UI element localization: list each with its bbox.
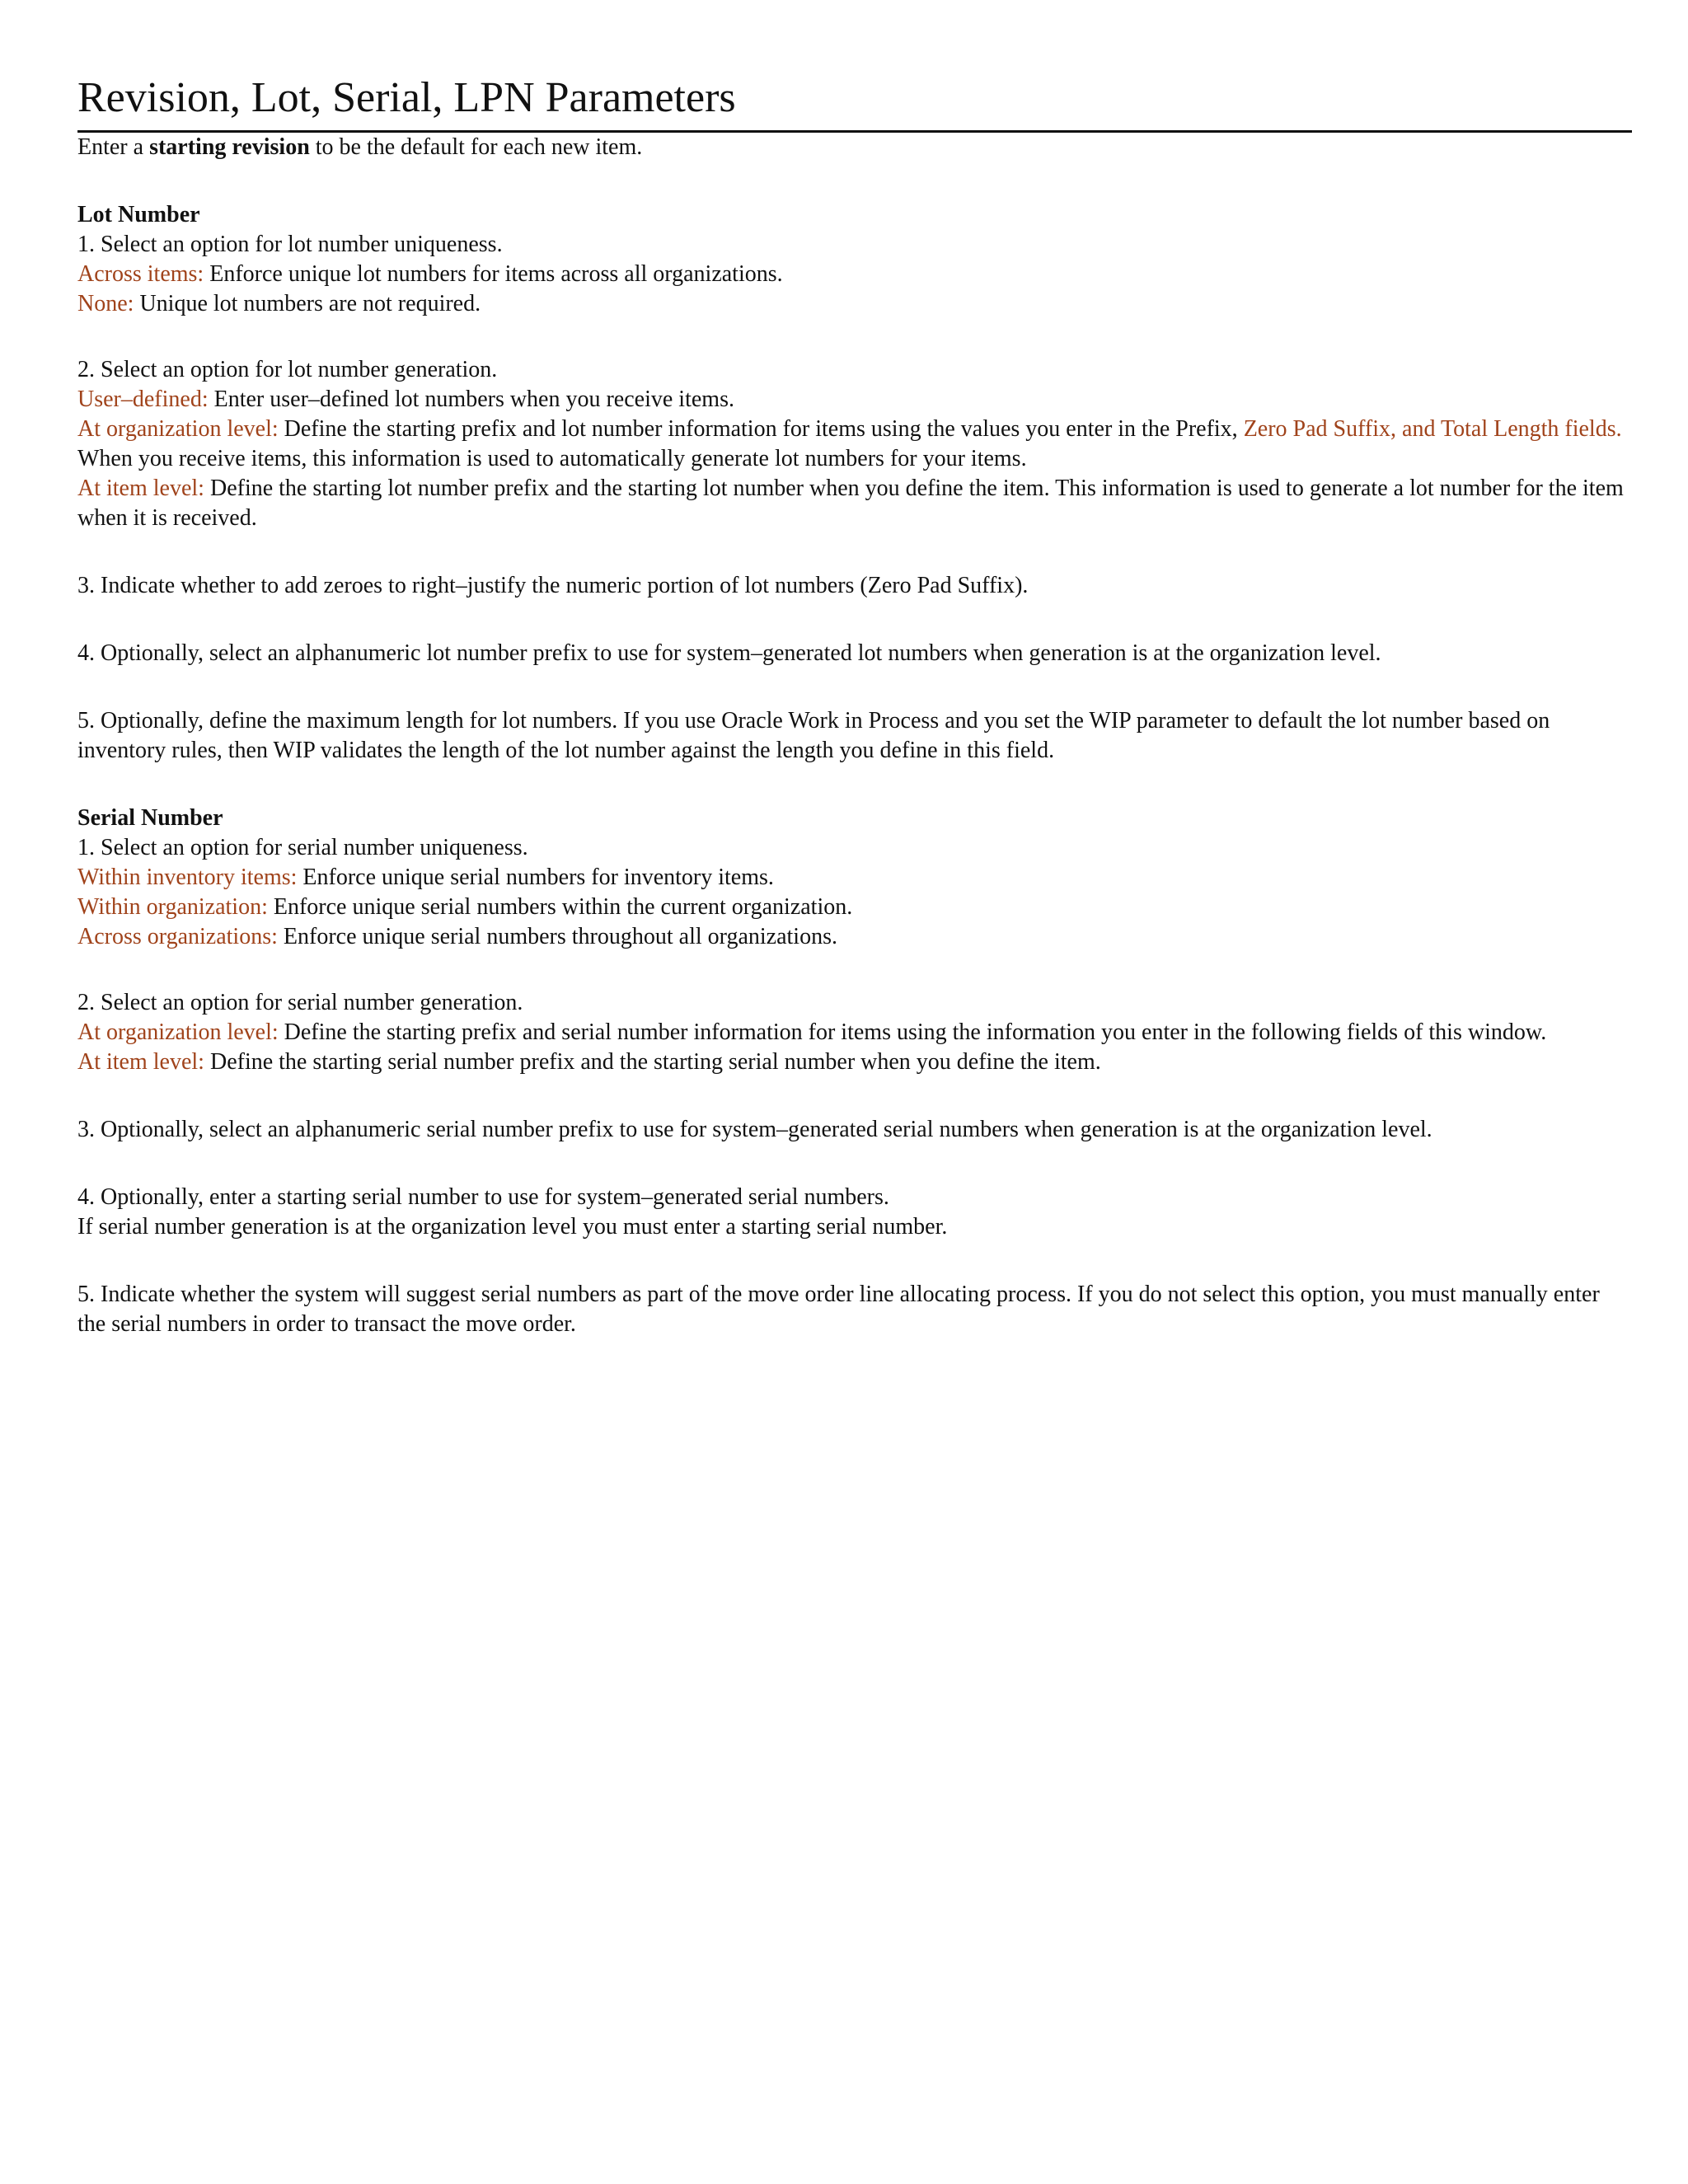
lot-number-heading: Lot Number <box>77 202 200 227</box>
option-term: At item level: <box>77 1049 204 1075</box>
lot-generation-step: 2. Select an option for lot number generation. <box>77 357 498 382</box>
option-term: At organization level: <box>77 416 279 442</box>
intro-paragraph <box>77 133 1632 162</box>
document-page <box>77 68 1632 1339</box>
option-description: Define the starting prefix and lot number information for items using the values you enter in the Prefix, <box>278 416 1244 442</box>
serial-option-inventory-items <box>77 863 1632 893</box>
lot-option-user-defined <box>77 385 1632 415</box>
option-description: Enforce unique serial numbers within the current organization. <box>267 894 853 920</box>
serial-uniqueness-step: 1. Select an option for serial number uniqueness. <box>77 835 528 860</box>
option-description: Enter user–defined lot numbers when you receive items. <box>208 387 734 412</box>
page-title: Revision, Lot, Serial, LPN Parameters <box>77 68 1632 133</box>
lot-option-item-level <box>77 474 1632 533</box>
option-description: Enforce unique serial numbers throughout all organizations. <box>277 924 837 949</box>
option-description: Define the starting lot number prefix and the starting lot number when you define the item. This information is used to generate a lot number for the item when it is received. <box>77 476 1624 531</box>
serial-step-3: 3. Optionally, select an alphanumeric serial number prefix to use for system–generated serial numbers when generation is at the organization level. <box>77 1117 1432 1142</box>
serial-generation-step: 2. Select an option for serial number generation. <box>77 990 523 1015</box>
serial-step-4-note: If serial number generation is at the organization level you must enter a starting serial number. <box>77 1214 948 1240</box>
option-term: None: <box>77 291 134 316</box>
option-description: Define the starting serial number prefix and the starting serial number when you define the item. <box>204 1049 1101 1075</box>
lot-step-5: 5. Optionally, define the maximum length for lot numbers. If you use Oracle Work in Process and you set the WIP parameter to default the lot number based on inventory rules, then WIP validates the length of the lot number against the length you define in this field. <box>77 708 1550 763</box>
lot-uniqueness-step: 1. Select an option for lot number uniqueness. <box>77 232 503 257</box>
serial-step-4: 4. Optionally, enter a starting serial number to use for system–generated serial numbers. <box>77 1184 889 1210</box>
option-description: Enforce unique lot numbers for items across all organizations. <box>204 261 783 287</box>
lot-option-across-items <box>77 260 1632 289</box>
intro-bold-term: starting revision <box>149 134 310 160</box>
lot-step-4: 4. Optionally, select an alphanumeric lot number prefix to use for system–generated lot numbers when generation is at the organization level. <box>77 640 1381 666</box>
serial-option-organization-level <box>77 1018 1632 1047</box>
serial-number-heading: Serial Number <box>77 805 223 831</box>
serial-option-item-level <box>77 1047 1632 1077</box>
lot-option-organization-level <box>77 415 1632 474</box>
option-term: At organization level: <box>77 1019 279 1045</box>
option-term: User–defined: <box>77 387 209 412</box>
field-names-term: Zero Pad Suffix, and Total Length fields. <box>1243 416 1622 442</box>
serial-option-organization <box>77 893 1632 922</box>
lot-step-3: 3. Indicate whether to add zeroes to right–justify the numeric portion of lot numbers (Zero Pad Suffix). <box>77 573 1029 598</box>
option-description: Define the starting prefix and serial number information for items using the information you enter in the following fields of this window. <box>278 1019 1547 1045</box>
option-term: At item level: <box>77 476 204 501</box>
intro-post: to be the default for each new item. <box>309 134 643 160</box>
option-description: Enforce unique serial numbers for inventory items. <box>297 865 774 890</box>
option-term: Within organization: <box>77 894 268 920</box>
option-term: Across organizations: <box>77 924 278 949</box>
intro-pre: Enter a <box>77 134 150 160</box>
serial-step-5: 5. Indicate whether the system will suggest serial numbers as part of the move order line allocating process. If you do not select this option, you must manually enter the serial numbers in order to transact the move order. <box>77 1282 1600 1337</box>
lot-option-none <box>77 289 1632 319</box>
option-term: Within inventory items: <box>77 865 298 890</box>
option-term: Across items: <box>77 261 204 287</box>
option-description-cont: When you receive items, this information is used to automatically generate lot numbers for your items. <box>77 446 1027 471</box>
option-description: Unique lot numbers are not required. <box>134 291 481 316</box>
serial-option-across-organizations <box>77 922 1632 952</box>
